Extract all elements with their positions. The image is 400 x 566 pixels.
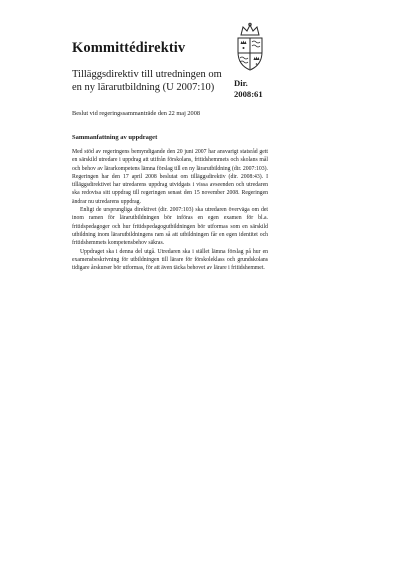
summary-body [72, 148, 268, 272]
swedish-coat-of-arms-icon [231, 22, 269, 72]
directive-number-block [234, 78, 263, 100]
paragraph-3: Uppdraget ska i denna del utgå. Utredaren ska i stället lämna förslag på hur en examensbeskrivning för utbildningen till lärare för förskoleklass och grundskolans tidigare årskurser bör utformas, för att även täcka behovet av lärare i fritidshemmet. [72, 248, 268, 272]
dir-number: 2008:61 [234, 89, 263, 99]
dir-label: Dir. [234, 78, 248, 88]
paragraph-2: Enligt de ursprungliga direktivet (dir. 2007:103) ska utredaren överväga om det inom ramen för lärarutbildningen bör införas en egen examen för bl.a. fritidspedagoger och hur fritidspedagogutbildningen bör utformas som en särskild utbildning inom lärarutbildningens ram så att utbildningen får en egen identitet och fritidshemmets kompetensbehov säkras. [72, 207, 268, 247]
document-type-heading: Kommittédirektiv [72, 40, 186, 56]
paragraph-1: Med stöd av regeringens bemyndigande den 20 juni 2007 har ansvarigt statsråd gett en särskild utredare i uppdrag att utifrån förskolans, fritidshemmets och skolans mål och behov av lärarkompetens lämna förslag till en ny lärarutbildning (dir. 2007:103). Regeringen har den 17 april 2008 beslutat om tilläggsdirektiv (dir. 2008:43). I tilläggsdirektivet har utredarens uppdrag utvidgats i vissa avseenden och utredaren ska redovisa sitt uppdrag till regeringen senast den 15 november 2008. Regeringen ändrar nu utredarens uppdrag. [72, 149, 268, 205]
directive-title: Tilläggsdirektiv till utredningen om en ny lärarutbildning (U 2007:10) [72, 69, 222, 93]
decision-date-line: Beslut vid regeringssammanträde den 22 maj 2008 [72, 110, 201, 117]
section-heading: Sammanfattning av uppdraget [72, 134, 158, 141]
